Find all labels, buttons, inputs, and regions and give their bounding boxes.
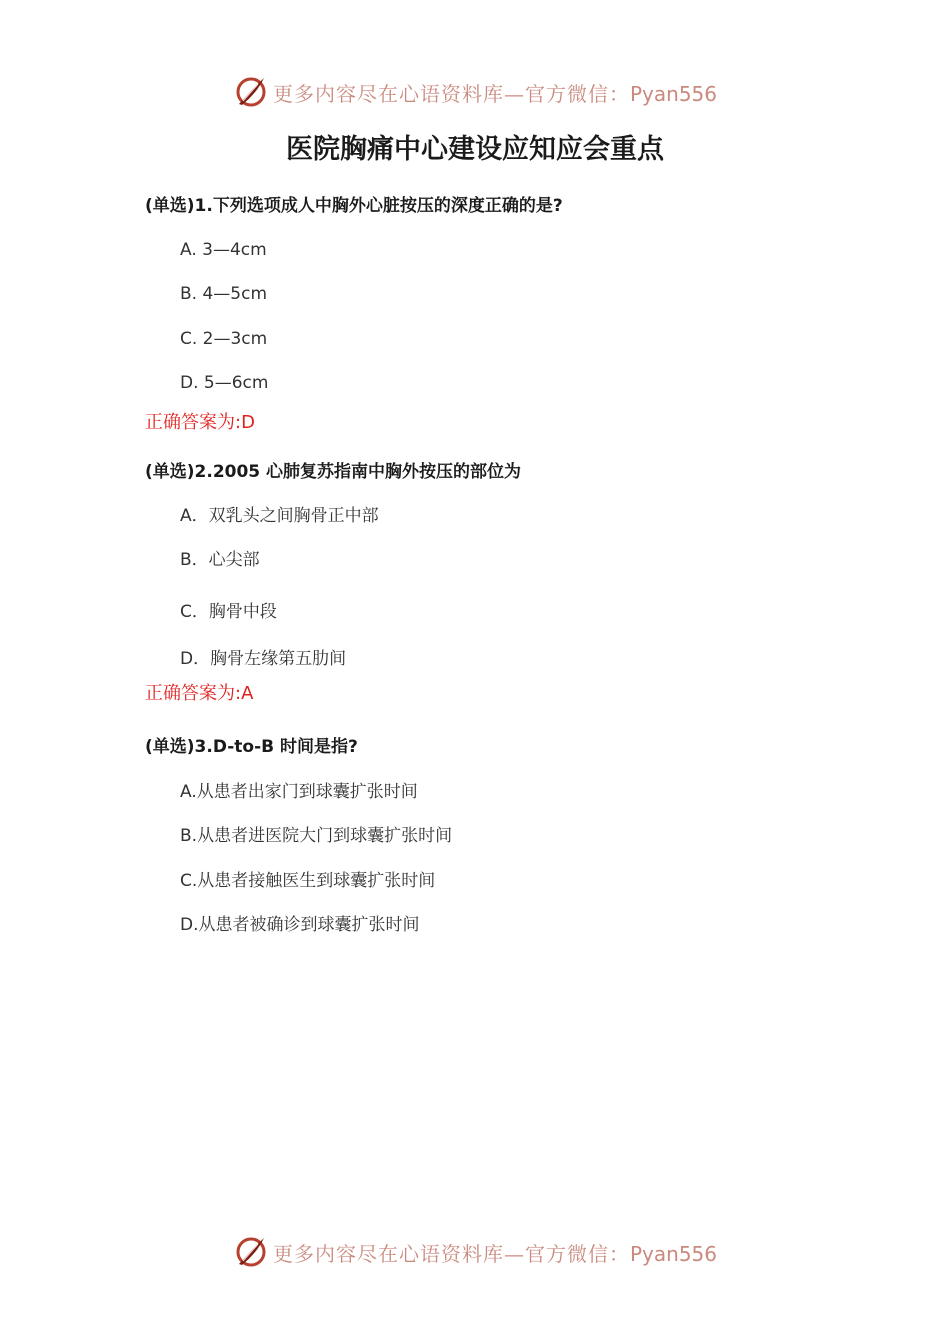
question-1-answer: 正确答案为:D [145, 412, 255, 433]
watermark-banner-top [0, 72, 950, 112]
quill-logo-icon [233, 1234, 269, 1270]
question-3-option-b: B.从患者进医院大门到球囊扩张时间 [180, 826, 453, 846]
question-2-option-b: B．心尖部 [180, 550, 260, 570]
question-1-option-b: B. 4—5cm [180, 284, 268, 304]
question-3-option-a: A.从患者出家门到球囊扩张时间 [180, 782, 418, 802]
question-2-option-d: D．胸骨左缘第五肋间 [180, 649, 347, 669]
question-3-option-d: D.从患者被确诊到球囊扩张时间 [180, 915, 420, 935]
document-title: 医院胸痛中心建设应知应会重点 [286, 134, 664, 165]
question-1-option-a: A. 3—4cm [180, 240, 267, 260]
question-3-stem: (单选)3.D-to-B 时间是指? [145, 737, 358, 757]
watermark-banner-bottom [0, 1232, 950, 1272]
question-2-answer: 正确答案为:A [145, 683, 254, 704]
watermark-text: 更多内容尽在心语资料库—官方微信：Pyan556 [272, 81, 717, 106]
question-2-option-c: C．胸骨中段 [180, 602, 277, 622]
question-1-stem: (单选)1.下列选项成人中胸外心脏按压的深度正确的是? [145, 196, 563, 216]
question-1-option-c: C. 2—3cm [180, 329, 268, 349]
watermark-text: 更多内容尽在心语资料库—官方微信：Pyan556 [272, 1241, 717, 1266]
question-2-option-a: A．双乳头之间胸骨正中部 [180, 506, 379, 526]
question-3-option-c: C.从患者接触医生到球囊扩张时间 [180, 871, 436, 891]
quill-logo-icon [233, 74, 269, 110]
question-1-option-d: D. 5—6cm [180, 373, 269, 393]
question-2-stem: (单选)2.2005 心肺复苏指南中胸外按压的部位为 [145, 462, 522, 482]
